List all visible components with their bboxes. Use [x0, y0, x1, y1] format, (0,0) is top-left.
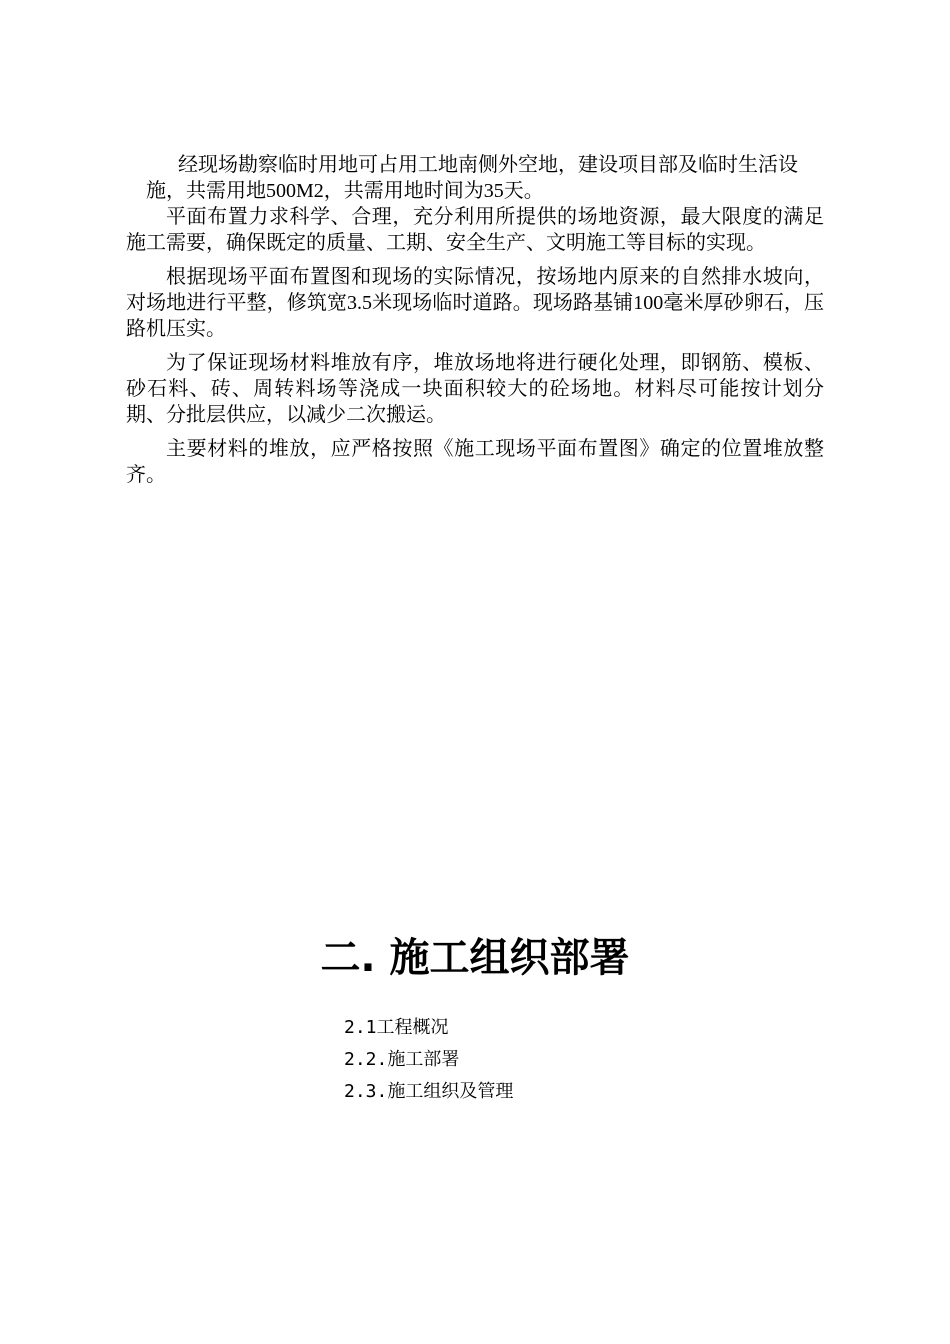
paragraph-material-stacking: 主要材料的堆放，应严格按照《施工现场平面布置图》确定的位置堆放整齐。 — [126, 438, 824, 486]
toc-item-project-overview: 2.1工程概况 — [344, 1017, 449, 1038]
paragraph-layout-principle: 平面布置力求科学、合理，充分利用所提供的场地资源，最大限度的满足施工需要，确保既定的质量、工期、安全生产、文明施工等目标的实现。 — [126, 206, 824, 254]
paragraph-material-yard: 为了保证现场材料堆放有序，堆放场地将进行硬化处理，即钢筋、模板、砂石料、砖、周转料场等浇成一块面积较大的砼场地。材料尽可能按计划分期、分批层供应，以减少二次搬运。 — [126, 352, 824, 426]
toc-item-construction-deployment: 2.2.施工部署 — [344, 1049, 460, 1070]
section-title: 二. 施工组织部署 — [320, 935, 630, 981]
toc-item-organization-management: 2.3.施工组织及管理 — [344, 1081, 514, 1102]
paragraph-site-leveling-road: 根据现场平面布置图和现场的实际情况，按场地内原来的自然排水坡向，对场地进行平整，修筑宽3.5米现场临时道路。现场路基铺100毫米厚砂卵石，压路机压实。 — [126, 266, 824, 340]
table-of-contents — [344, 1012, 513, 1108]
paragraph-site-land-use: 经现场勘察临时用地可占用工地南侧外空地，建设项目部及临时生活设施，共需用地500M2，共需用地时间为35天。 — [146, 154, 798, 202]
body-text — [126, 152, 824, 488]
